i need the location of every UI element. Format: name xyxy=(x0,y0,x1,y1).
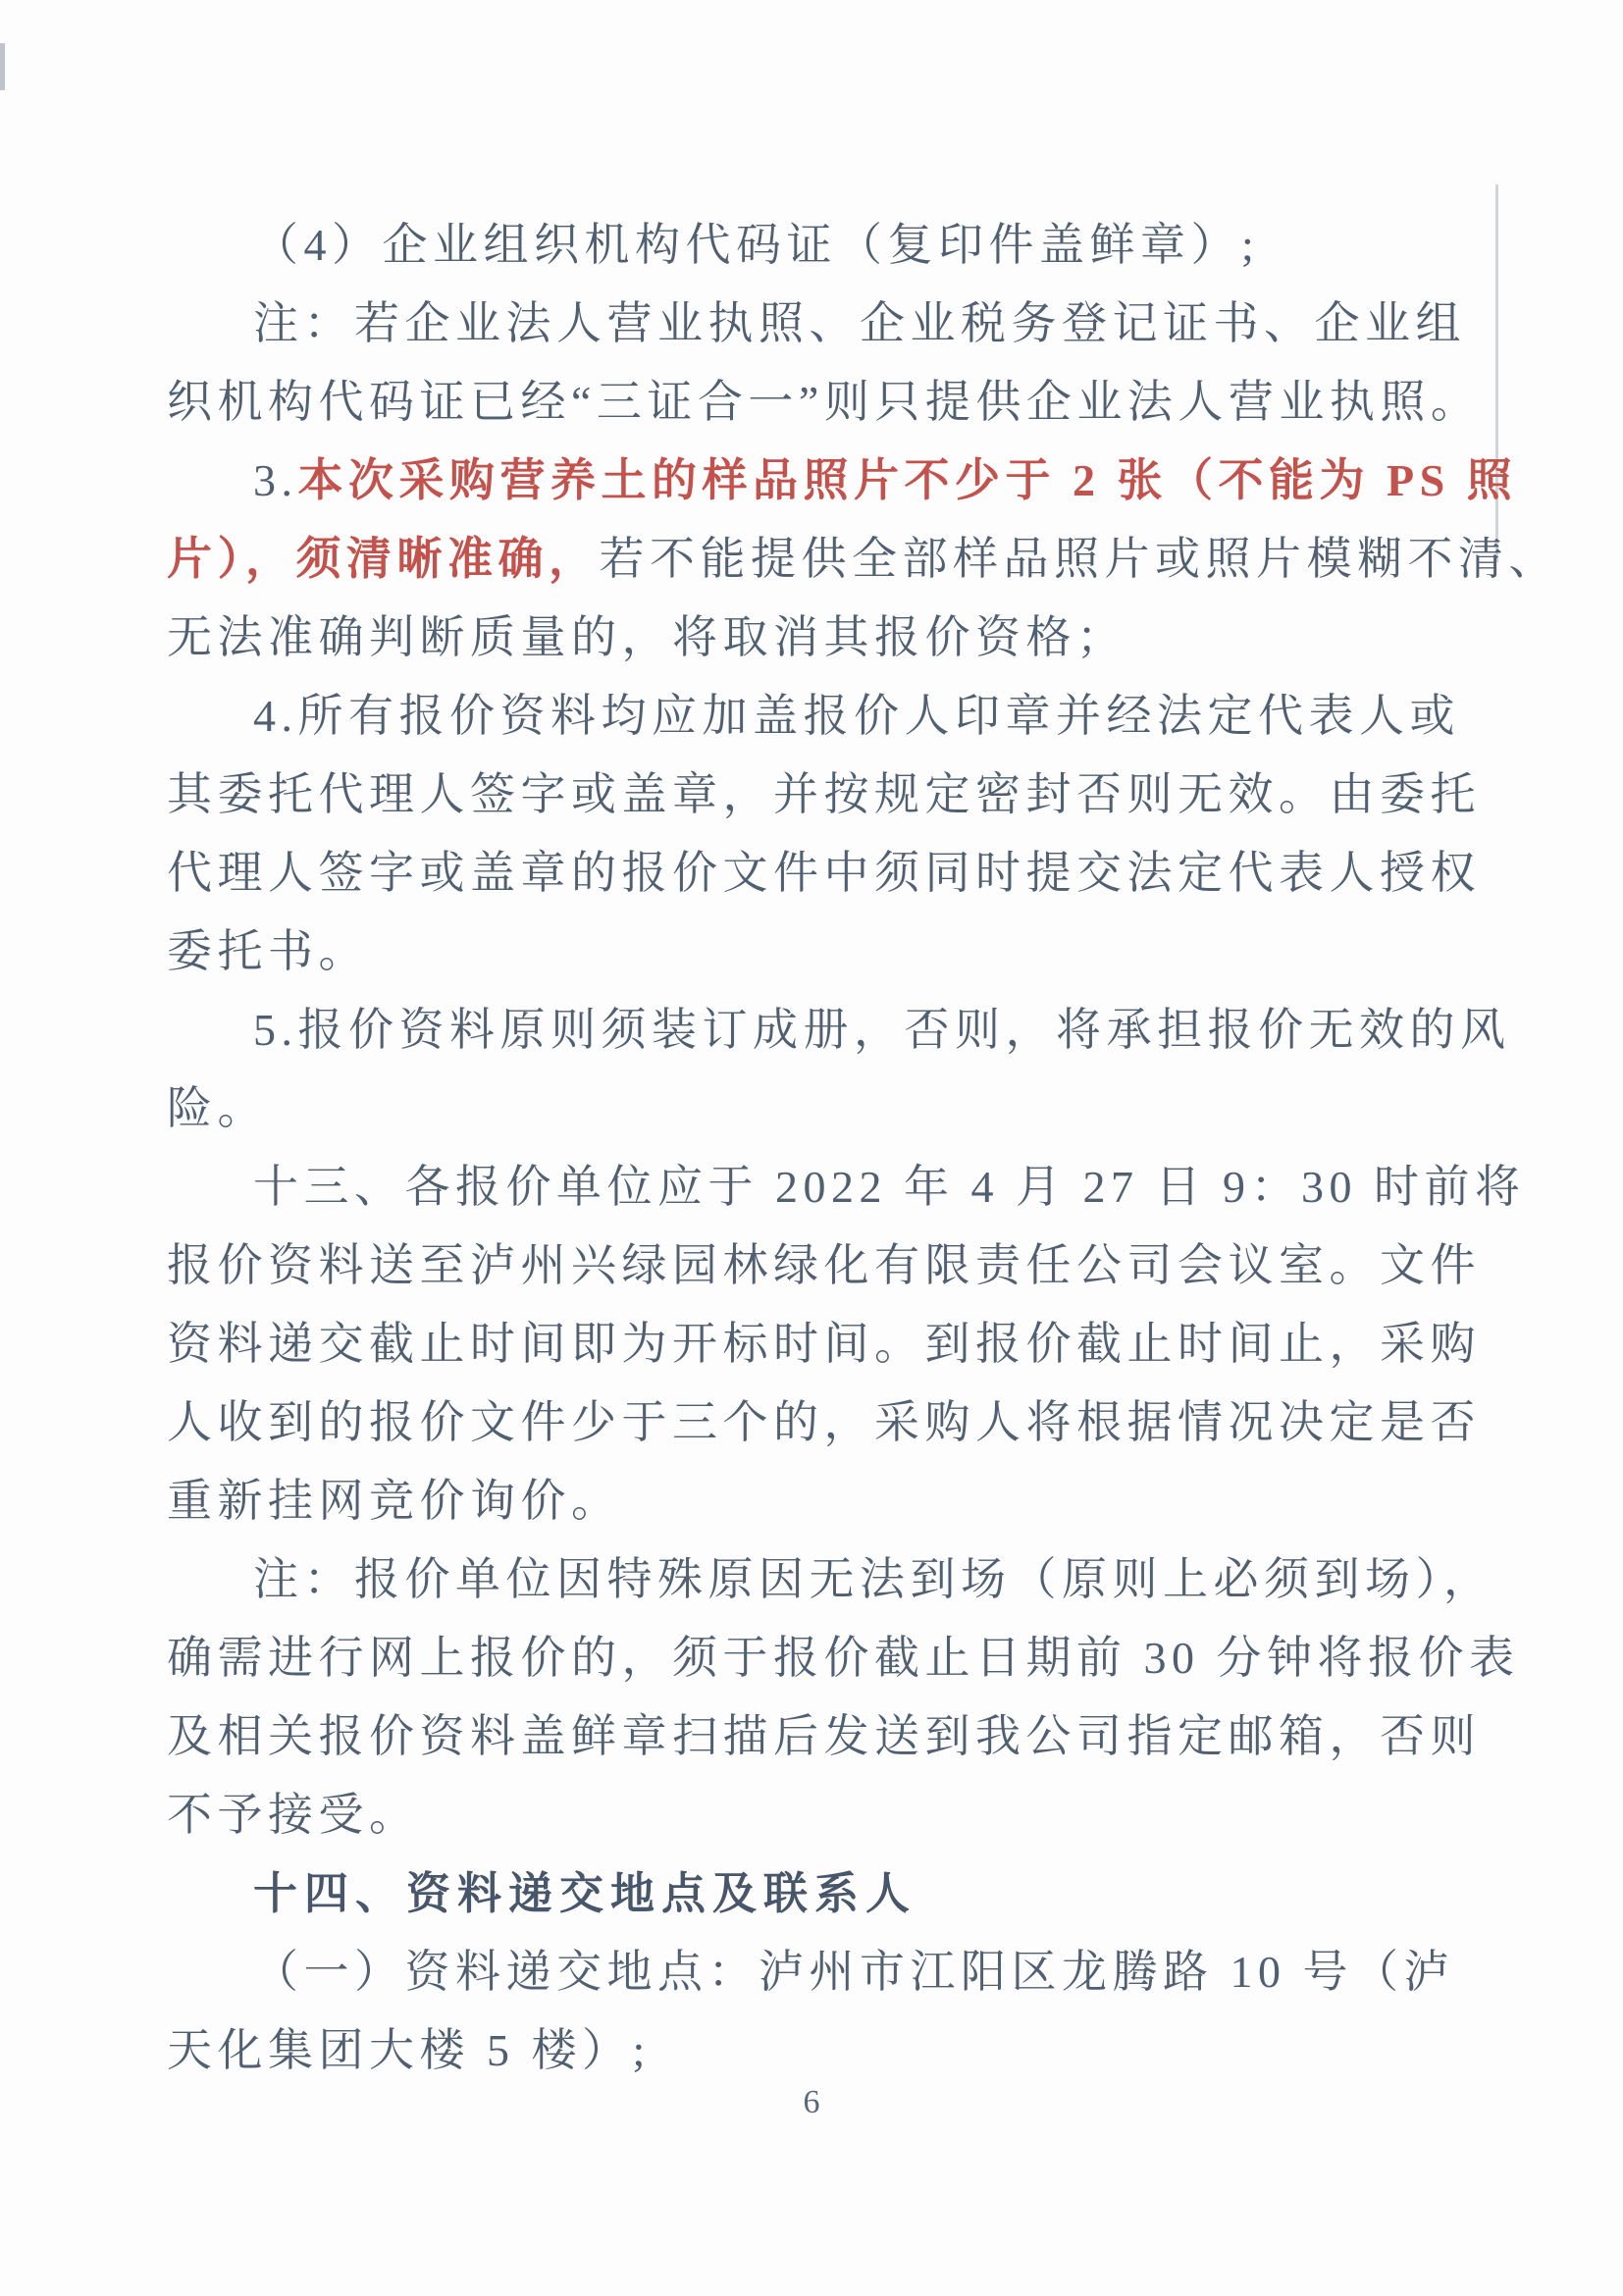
scan-smudge-left xyxy=(0,43,5,90)
text-line xyxy=(167,913,1482,991)
text-segment: （4）企业组织机构代码证（复印件盖鲜章）; xyxy=(253,220,1260,270)
document-body xyxy=(167,206,1559,2090)
text-line xyxy=(167,363,1482,442)
text-line xyxy=(167,285,1482,363)
text-line xyxy=(167,834,1482,913)
text-segment: 人收到的报价文件少于三个的，采购人将根据情况决定是否 xyxy=(167,1397,1481,1447)
text-line xyxy=(167,1540,1494,1619)
text-segment: （一）资料递交地点：泸州市江阳区龙腾路 10 号（泸 xyxy=(253,1947,1454,1997)
page-number: 6 xyxy=(803,2084,820,2120)
text-line xyxy=(167,1462,1482,1540)
text-segment: 资料递交截止时间即为开标时间。到报价截止时间止，采购 xyxy=(167,1319,1481,1369)
text-segment: 十四、资料递交地点及联系人 xyxy=(253,1868,917,1918)
text-segment: 本次采购营养土的样品照片不少于 2 张（不能为 PS 照 xyxy=(297,455,1518,505)
text-segment: 险。 xyxy=(167,1083,268,1133)
text-segment: 若不能提供全部样品照片或照片模糊不清、 xyxy=(599,534,1559,584)
text-segment: 3. xyxy=(253,455,298,505)
text-segment: 重新挂网竞价询价。 xyxy=(167,1476,622,1526)
text-segment: 无法准确判断质量的，将取消其报价资格； xyxy=(167,612,1127,662)
text-segment: 委托书。 xyxy=(167,926,369,976)
text-line xyxy=(167,520,1559,599)
text-line xyxy=(167,756,1482,834)
text-segment: 天化集团大楼 5 楼）; xyxy=(167,2025,651,2075)
text-line xyxy=(167,1070,1482,1148)
text-segment: 织机构代码证已经“三证合一”则只提供企业法人营业执照。 xyxy=(167,377,1482,427)
text-line xyxy=(167,442,1518,520)
text-line xyxy=(167,2011,1482,2090)
text-line xyxy=(167,991,1511,1070)
text-line xyxy=(167,1776,1482,1854)
text-segment: 不予接受。 xyxy=(167,1790,420,1840)
text-line xyxy=(167,1933,1482,2011)
text-segment: 确需进行网上报价的，须于报价截止日期前 30 分钟将报价表 xyxy=(167,1633,1520,1683)
text-line xyxy=(167,1226,1482,1305)
text-line xyxy=(167,599,1482,677)
text-line xyxy=(167,1383,1482,1462)
text-line xyxy=(167,1697,1482,1776)
text-line xyxy=(167,1854,1482,1933)
text-segment: 报价资料送至泸州兴绿园林绿化有限责任公司会议室。文件 xyxy=(167,1240,1481,1290)
text-line xyxy=(167,206,1482,285)
text-segment: 4.所有报价资料均应加盖报价人印章并经法定代表人或 xyxy=(253,691,1460,741)
text-line xyxy=(167,1148,1526,1226)
text-segment: 注：报价单位因特殊原因无法到场（原则上必须到场）， xyxy=(253,1554,1494,1604)
text-segment: 注：若企业法人营业执照、企业税务登记证书、企业组 xyxy=(253,298,1466,348)
text-segment: 其委托代理人签字或盖章，并按规定密封否则无效。由委托 xyxy=(167,769,1481,819)
text-segment: 5.报价资料原则须装订成册，否则，将承担报价无效的风 xyxy=(253,1005,1511,1055)
text-segment: 十三、各报价单位应于 2022 年 4 月 27 日 9：30 时前将 xyxy=(253,1162,1526,1212)
text-line xyxy=(167,677,1482,756)
text-line xyxy=(167,1305,1482,1383)
text-segment: 代理人签字或盖章的报价文件中须同时提交法定代表人授权 xyxy=(167,848,1481,898)
text-segment: 片），须清晰准确， xyxy=(167,534,600,584)
text-line xyxy=(167,1619,1520,1697)
text-segment: 及相关报价资料盖鲜章扫描后发送到我公司指定邮箱，否则 xyxy=(167,1711,1481,1761)
